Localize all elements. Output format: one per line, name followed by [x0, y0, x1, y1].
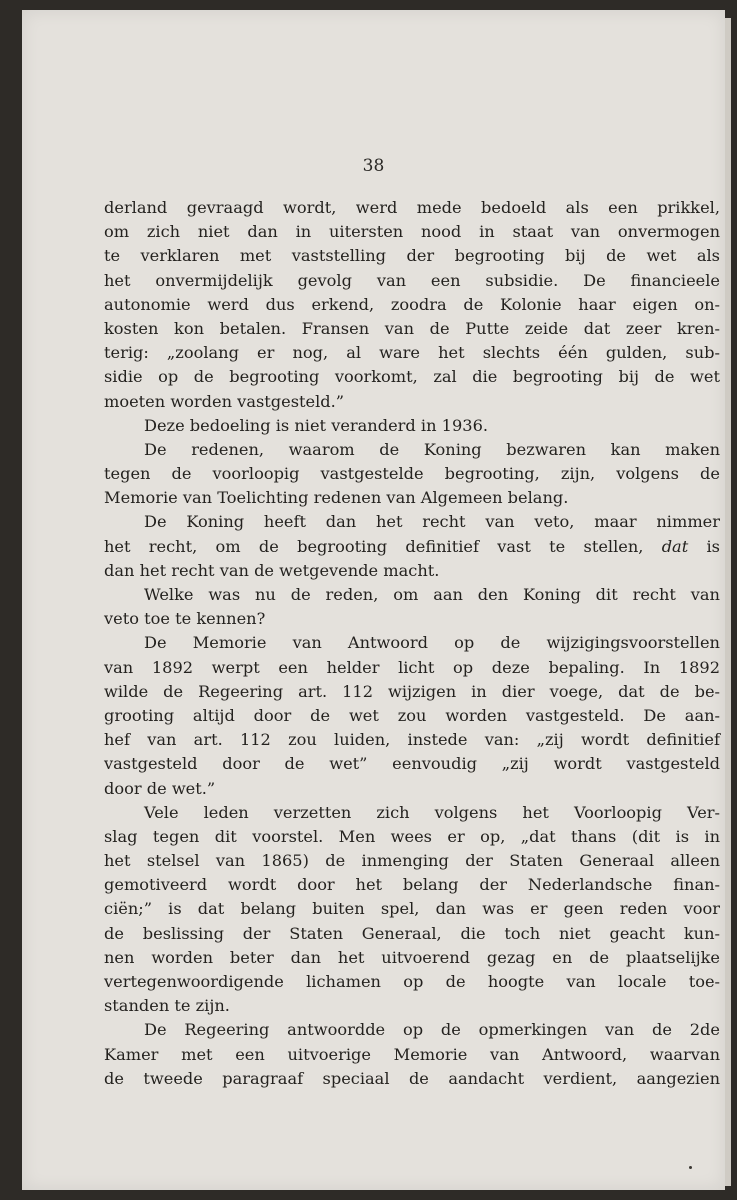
- text-line: ciën;” is dat belang buiten spel, dan was er geen reden voor: [104, 899, 720, 919]
- text-line: Deze bedoeling is niet veranderd in 1936.: [144, 415, 489, 435]
- text-line: te verklaren met vaststelling der begrooting bij de wet als: [104, 246, 720, 266]
- page-number: 38: [362, 156, 385, 176]
- text-line: van 1892 werpt een helder licht op deze bepaling. In 1892: [104, 657, 720, 677]
- text-line: door de wet.”: [104, 778, 216, 798]
- text-line: hef van art. 112 zou luiden, instede van: „zij wordt definitief: [104, 730, 720, 750]
- emphasis: dat: [661, 536, 689, 556]
- text-line: De Memorie van Antwoord op de wijzigingsvoorstellen: [144, 633, 720, 653]
- text-line: tegen de voorloopig vastgestelde begrooting, zijn, volgens de: [104, 464, 720, 484]
- text-line: gemotiveerd wordt door het belang der Nederlandsche finan-: [104, 875, 720, 895]
- text-line: Memorie van Toelichting redenen van Algemeen belang.: [104, 488, 569, 508]
- text-line: derland gevraagd wordt, werd mede bedoeld als een prikkel,: [104, 198, 720, 217]
- text-line: Kamer met een uitvoerige Memorie van Antwoord, waarvan: [104, 1044, 720, 1064]
- text-line: kosten kon betalen. Fransen van de Putte zeide dat zeer kren-: [104, 318, 720, 338]
- text-line: Vele leden verzetten zich volgens het Voorloopig Ver-: [144, 802, 720, 822]
- text-line: om zich niet dan in uitersten nood in staat van onvermogen: [104, 222, 720, 242]
- text-line: grooting altijd door de wet zou worden vastgesteld. De aan-: [104, 705, 720, 725]
- text-line: het recht, om de begrooting definitief vast te stellen, dat is: [104, 536, 720, 556]
- book-page: [22, 10, 725, 1190]
- body-text: [104, 196, 720, 1091]
- text-line: wilde de Regeering art. 112 wijzigen in dier voege, dat de be-: [104, 681, 720, 701]
- text-line: De Koning heeft dan het recht van veto, maar nimmer: [144, 512, 720, 532]
- text-line: het stelsel van 1865) de inmenging der Staten Generaal alleen: [104, 851, 720, 871]
- text-line: vertegenwoordigende lichamen op de hoogte van locale toe-: [104, 972, 720, 991]
- text-line: de beslissing der Staten Generaal, die toch niet geacht kun-: [104, 923, 720, 943]
- text-line: slag tegen dit voorstel. Men wees er op, „dat thans (dit is in: [104, 826, 720, 846]
- text-line: terig: „zoolang er nog, al ware het slechts één gulden, sub-: [104, 343, 720, 363]
- text-line: sidie op de begrooting voorkomt, zal die begrooting bij de wet: [104, 367, 720, 387]
- text-line: De redenen, waarom de Koning bezwaren kan maken: [144, 439, 720, 459]
- text-line: het onvermijdelijk gevolg van een subsidie. De financieele: [104, 270, 720, 290]
- text-line: nen worden beter dan het uitvoerend gezag en de plaatselijke: [104, 947, 720, 967]
- text-line: vastgesteld door de wet” eenvoudig „zij wordt vastgesteld: [104, 754, 720, 774]
- text-line: veto toe te kennen?: [104, 609, 266, 629]
- ink-speck: [689, 1166, 692, 1169]
- text-line: moeten worden vastgesteld.”: [104, 391, 345, 411]
- page-edge: [725, 18, 731, 1186]
- text-line: De Regeering antwoordde op de opmerkingen van de 2de: [144, 1020, 720, 1040]
- text-line: standen te zijn.: [104, 996, 230, 1016]
- text-line: dan het recht van de wetgevende macht.: [104, 560, 440, 580]
- text-line: Welke was nu de reden, om aan den Koning dit recht van: [144, 585, 720, 604]
- text-line: autonomie werd dus erkend, zoodra de Kolonie haar eigen on-: [104, 294, 720, 314]
- text-line: de tweede paragraaf speciaal de aandacht verdient, aangezien: [104, 1068, 720, 1088]
